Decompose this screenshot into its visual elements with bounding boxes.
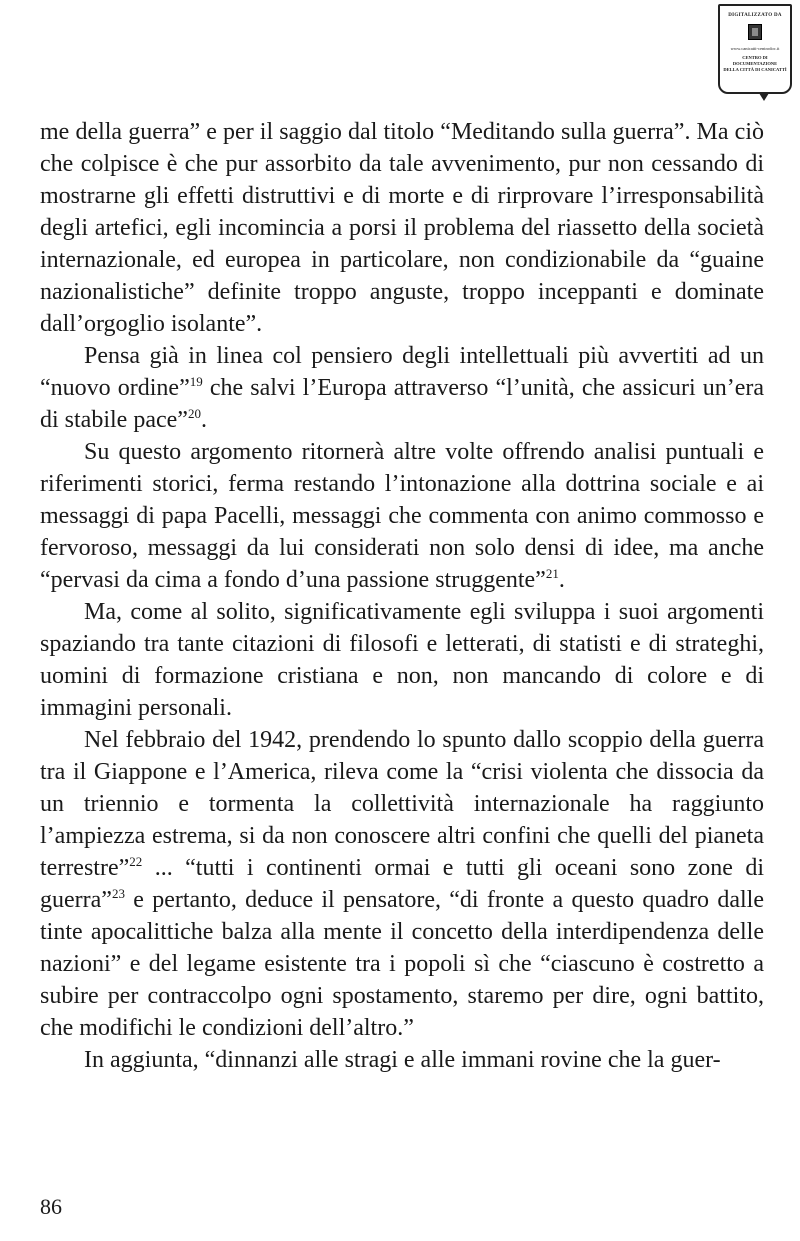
footnote-ref-22: 22: [129, 854, 143, 869]
paragraph-4: [40, 596, 764, 724]
paragraph-text: ... “tutti i continenti ormai e tutti gli oceani sono zone di guerra”: [40, 855, 764, 913]
paragraph-text: me della guerra” e per il saggio dal titolo “Meditando sulla guerra”. Ma ciò che colpisce è che pur assorbito da tale avvenimento, pur non cessando di mostrarne gli effetti distruttivi e di morte e di rirprovare l’irresponsabilità degli artefici, egli incomincia a porsi il problema del riassetto della società internazionale, ed europea in particolare, non condizionabile da “guaine nazionalistiche” definite troppo anguste, troppo inceppanti e dominate dall’orgoglio isolante”.: [40, 119, 764, 337]
footnote-ref-20: 20: [187, 406, 201, 421]
stamp-line-1: CENTRO DI DOCUMENTAZIONE: [732, 55, 778, 66]
paragraph-text: Su questo argomento ritornerà altre volte offrendo analisi puntuali e riferimenti storici, ferma restando l’intonazione alla dottrina sociale e ai messaggi di papa Pacelli, messaggi che commenta con animo commosso e fervoroso, messaggi da lui considerati non solo densi di idee, ma anche “pervasi da cima a fondo d’una passione struggente”: [40, 439, 764, 593]
paragraph-text: In aggiunta, “dinnanzi alle stragi e alle immani rovine che la guer-: [84, 1047, 721, 1073]
stamp-line-2: DELLA CITTÀ DI CANICATTÌ: [723, 67, 787, 72]
stamp-pointer: [759, 93, 769, 101]
paragraph-text: .: [558, 567, 565, 593]
paragraph-1: [40, 116, 764, 340]
paragraph-3: [40, 436, 764, 596]
paragraph-5: [40, 724, 764, 1044]
page-number: 86: [40, 1194, 62, 1219]
stamp-url: www.canicatti-centrodoc.it: [730, 46, 780, 51]
paragraph-6: [40, 1044, 764, 1076]
stamp-heading: DIGITALIZZATO DA: [728, 13, 782, 18]
footnote-ref-19: 19: [189, 374, 203, 389]
digitization-stamp: [718, 4, 792, 94]
footnote-ref-23: 23: [111, 886, 125, 901]
paragraph-text: Nel febbraio del 1942, prendendo lo spunto dallo scoppio della guerra tra il Giappone e l’America, rileva come la “crisi violenta che dissocia da un triennio e tormenta la collettività internazionale ha raggiunto l’ampiezza estrema, si da non conoscere altri confini che quelli del pianeta terrestre”: [40, 727, 764, 881]
paragraph-text: .: [200, 407, 207, 433]
paragraph-text: e pertanto, deduce il pensatore, “di fronte a questo quadro dalle tinte apocalittiche balza alla mente il concetto della interdipendenza delle nazioni” e del legame esistente tra i popoli sì che “ciascuno è costretto a subire per contraccolpo ogni spostamento, staremo per dire, ogni battito, che modifichi le condizioni dell’altro.”: [40, 887, 764, 1041]
stamp-coat-of-arms-icon: [748, 24, 762, 40]
paragraph-text: Pensa già in linea col pensiero degli intellettuali più avvertiti ad un “nuovo ordine”: [40, 343, 764, 401]
paragraph-text: Ma, come al solito, significativamente egli sviluppa i suoi argomenti spaziando tra tante citazioni di filosofi e letterati, di statisti e di strateghi, uomini di formazione cristiana e non, non mancando di colore e di immagini personali.: [40, 599, 764, 721]
paragraph-2: [40, 340, 764, 436]
body-text: [40, 116, 764, 1076]
paragraph-text: che salvi l’Europa attraverso “l’unità, che assicuri un’era di stabile pace”: [40, 375, 765, 433]
footnote-ref-21: 21: [545, 566, 559, 581]
